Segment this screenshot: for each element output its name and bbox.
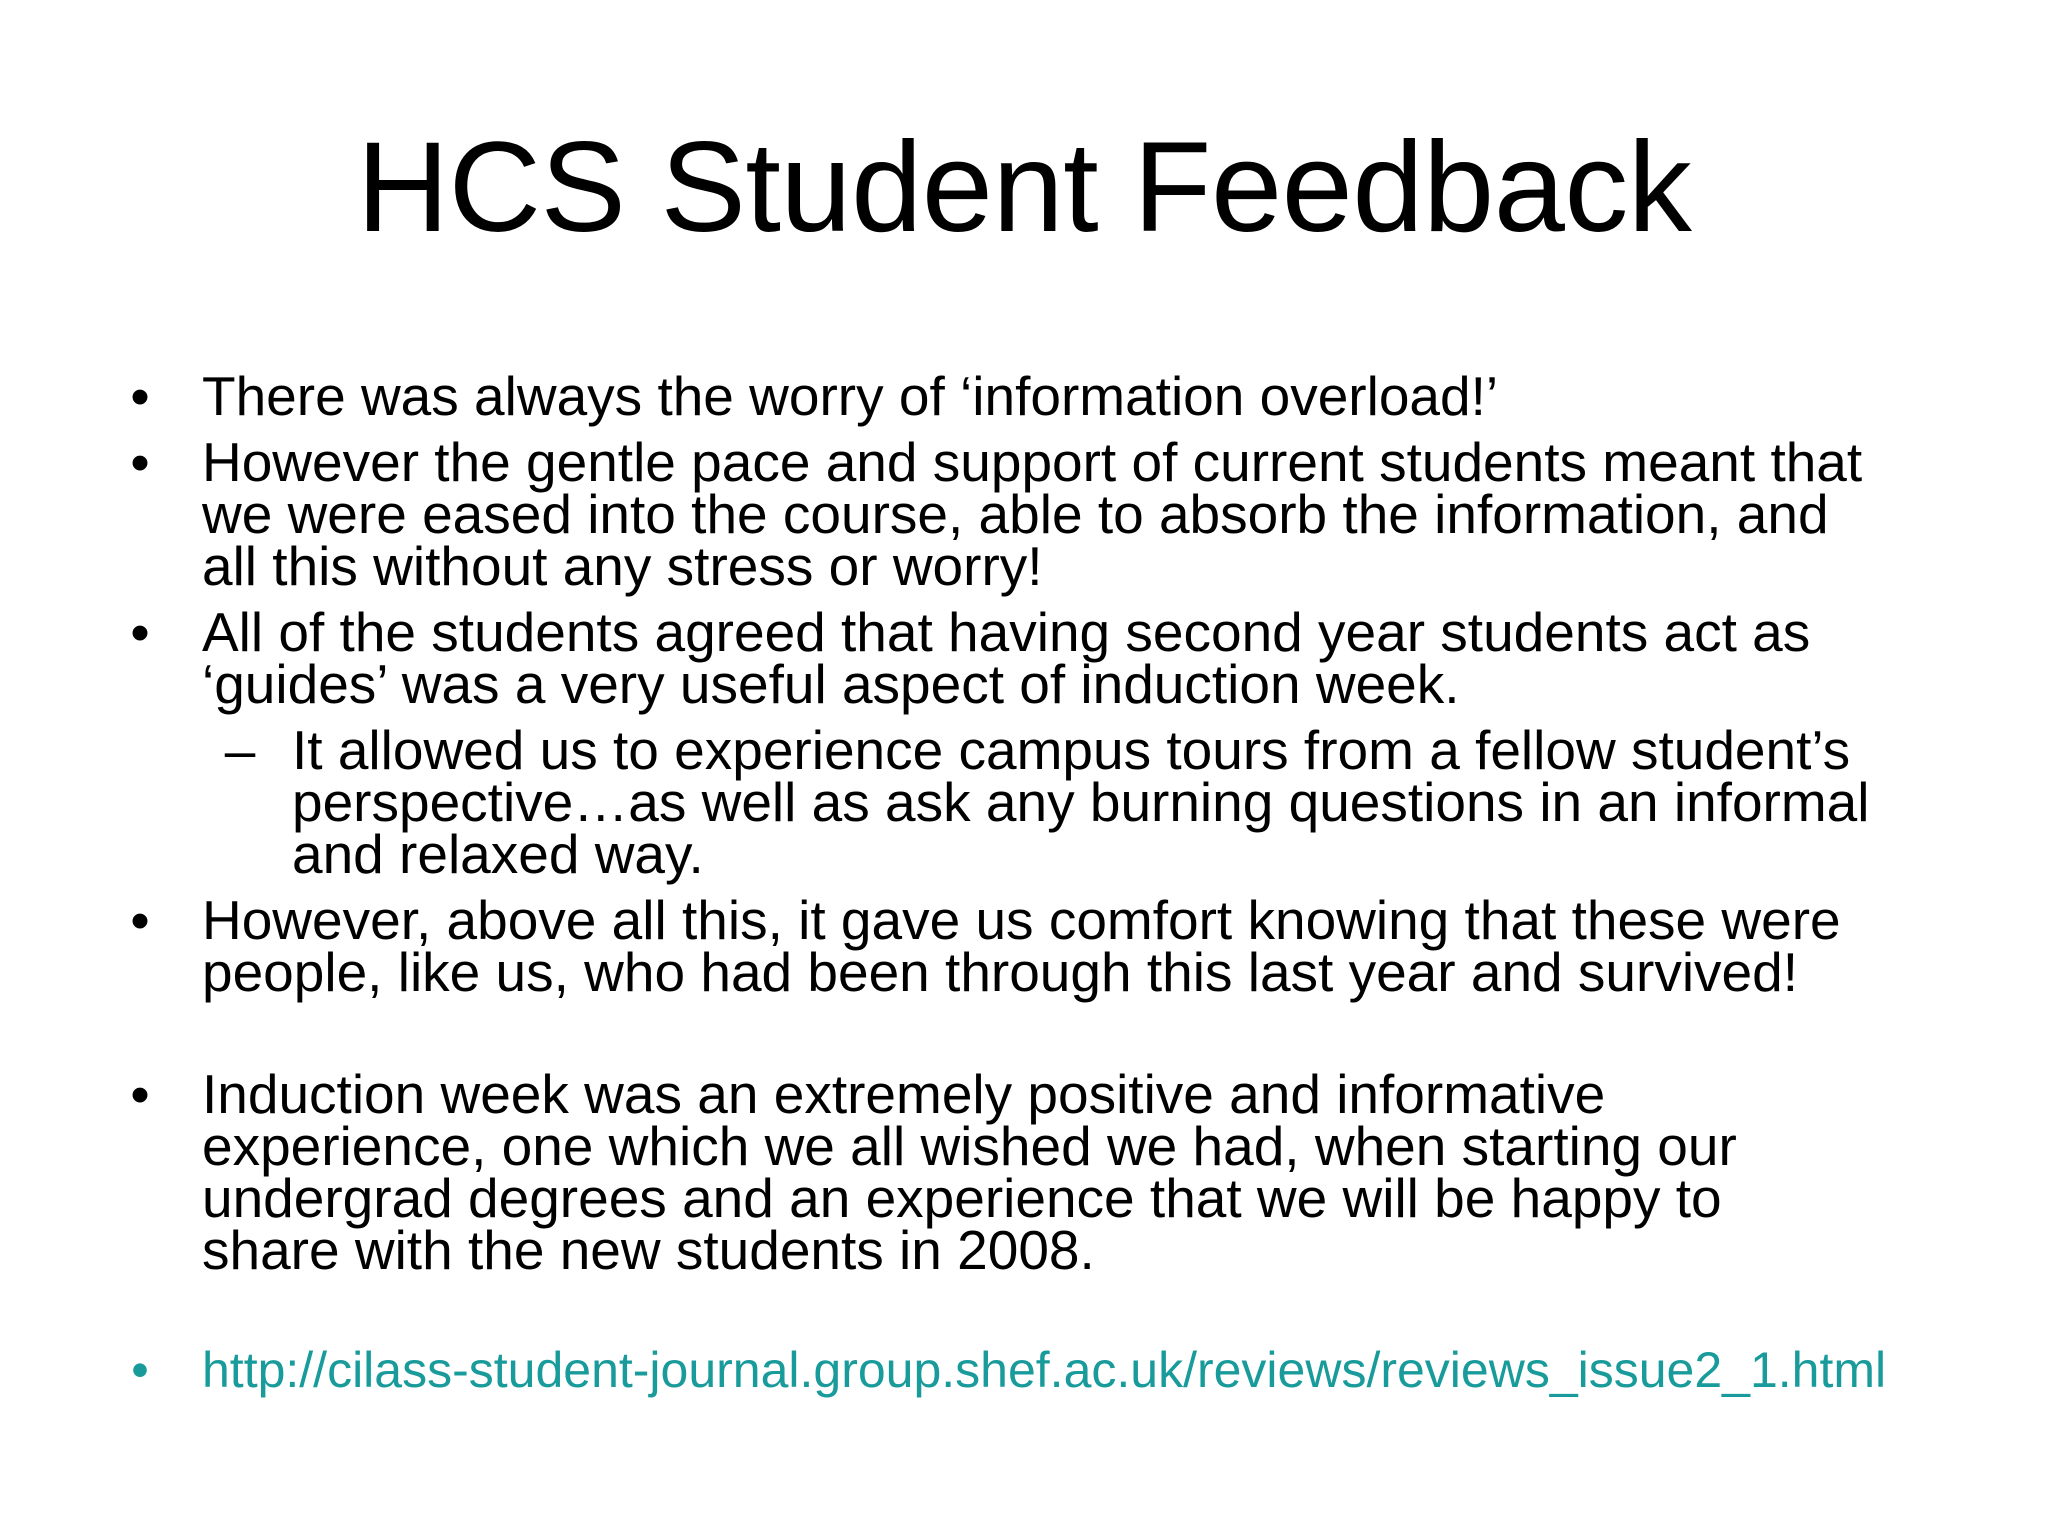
journal-link[interactable]: http://cilass-student-journal.group.shef.ac.uk/reviews/reviews_issue2_1.html <box>202 1342 1887 1398</box>
slide-title: HCS Student Feedback <box>356 116 1692 259</box>
bullet-icon: • <box>130 365 150 427</box>
link-item[interactable] <box>120 1344 1960 1396</box>
dash-icon: – <box>224 719 256 781</box>
bullet-icon: • <box>130 601 150 663</box>
slide-body <box>120 365 1960 1398</box>
bullet-text: Induction week was an extremely positive and informative experience, one which we all wished we had, when starting our undergrad degrees and an experience that we will be happy to share with the new students in 2008. <box>202 1063 1737 1281</box>
sub-bullet-item <box>120 719 1960 885</box>
bullet-item <box>120 1063 1960 1281</box>
bullet-text: However, above all this, it gave us comfort knowing that these were people, like us, who had been through this last year and survived! <box>202 889 1841 1003</box>
bullet-icon: • <box>130 1063 150 1125</box>
sub-bullet-text: It allowed us to experience campus tours from a fellow student’s perspective…as well as ask any burning questions in an informal and relaxed way. <box>292 719 1870 885</box>
bullet-text: There was always the worry of ‘information overload!’ <box>202 365 1499 427</box>
bullet-icon: • <box>130 889 150 951</box>
bullet-icon: • <box>130 431 150 493</box>
bullet-text: All of the students agreed that having second year students act as ‘guides’ was a very useful aspect of induction week. <box>202 601 1811 715</box>
bullet-item <box>120 365 1960 427</box>
bullet-item <box>120 601 1960 715</box>
bullet-item <box>120 889 1960 1003</box>
bullet-icon: • <box>131 1342 149 1398</box>
bullet-item <box>120 431 1960 597</box>
bullet-text: However the gentle pace and support of current students meant that we were eased into the course, able to absorb the information, and all this without any stress or worry! <box>202 431 1863 597</box>
